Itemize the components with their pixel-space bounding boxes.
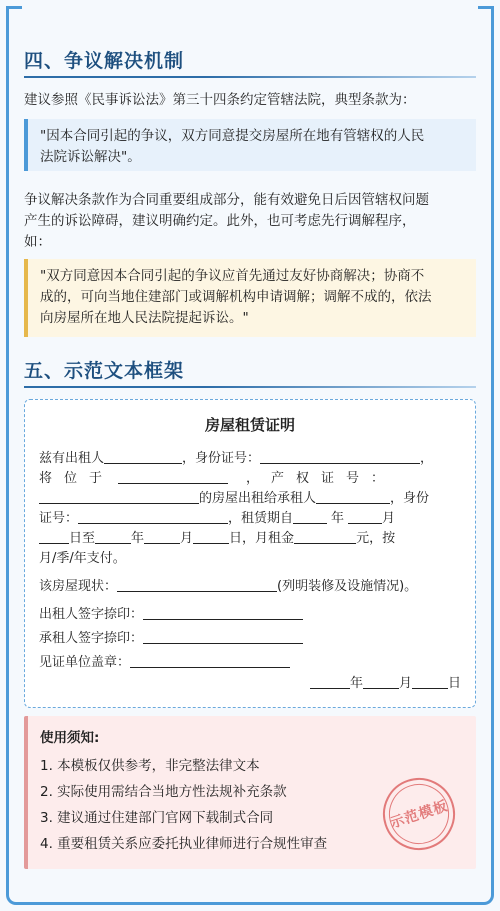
body-line-3: 如：	[24, 234, 51, 250]
monthly-rent-label: 日，月租金	[229, 531, 295, 546]
located-label: 将位于	[39, 471, 115, 486]
start-day-blank[interactable]	[39, 530, 69, 544]
section-4-body	[24, 190, 476, 253]
lessee-signature-line	[39, 630, 303, 648]
section-4-title-text: 四、争议解决机制	[24, 50, 185, 72]
property-status-note: (列明装修及设施情况)。	[277, 579, 418, 594]
notice-item: 3. 建议通过住建部门官网下载制式合同	[40, 810, 274, 826]
month-label: 月	[382, 511, 396, 526]
date-month-blank[interactable]	[363, 675, 399, 689]
quote-2-line-1: "双方同意因本合同引起的争议应首先通过友好协商解决；协商不	[40, 268, 425, 284]
id-number-label: ，身份证号：	[182, 451, 261, 466]
quote-2-line-2: 成的，可向当地住建部门或调解机构申请调解；调解不成的，依法	[40, 289, 432, 305]
property-status-label: 该房屋现状：	[39, 579, 118, 594]
certificate-date-line	[310, 675, 461, 693]
rental-certificate-template	[24, 399, 476, 708]
id-label: 证号：	[39, 511, 79, 526]
yuan-pay-label: 元，按	[356, 531, 396, 546]
lessee-signature-blank[interactable]	[143, 630, 303, 644]
form-line-4	[39, 510, 395, 528]
lessor-id-blank[interactable]	[260, 450, 420, 464]
lessee-id-blank[interactable]	[78, 510, 228, 524]
lessee-id-label: ，身份	[390, 491, 430, 506]
section-4-intro: 建议参照《民事诉讼法》第三十四条约定管辖法院，典型条款为：	[24, 92, 416, 108]
form-line-6: 月/季/年支付。	[39, 551, 126, 566]
stamp-text: 示范模板	[388, 798, 451, 832]
section-4-title	[24, 46, 476, 73]
usage-notice-title: 使用须知:	[40, 730, 100, 746]
term-from-label: ，租赁期自	[228, 511, 294, 526]
section-4-underline	[24, 76, 476, 78]
usage-notice	[24, 716, 476, 869]
clause-quote-mediation	[24, 259, 476, 337]
end-month-blank[interactable]	[144, 530, 180, 544]
quote-1-line-1: "因本合同引起的争议，双方同意提交房屋所在地有管辖权的人民	[40, 128, 425, 144]
property-status-blank[interactable]	[117, 578, 277, 592]
lessor-signature-blank[interactable]	[143, 606, 303, 620]
lessee-signature-label: 承租人签字捺印：	[39, 631, 144, 646]
day-to-label: 日至	[69, 531, 96, 546]
end-year-label: 年	[131, 531, 145, 546]
lessor-name-blank[interactable]	[104, 450, 182, 464]
end-year-blank[interactable]	[95, 530, 131, 544]
form-line-5	[39, 530, 395, 548]
section-5-title-text: 五、示范文本框架	[24, 360, 185, 382]
notice-item: 1. 本模板仅供参考，非完整法律文本	[40, 758, 260, 774]
clause-quote-jurisdiction	[24, 119, 476, 171]
quote-2-line-3: 向房屋所在地人民法院提起诉讼。"	[40, 310, 249, 326]
year-label: 年	[331, 511, 345, 526]
date-day-label: 日	[447, 676, 461, 691]
lessor-label: 兹有出租人	[39, 451, 105, 466]
quote-1-line-2: 法院诉讼解决"。	[40, 149, 141, 165]
property-status-line	[39, 578, 417, 596]
date-year-label: 年	[349, 676, 363, 691]
start-year-blank[interactable]	[293, 510, 327, 524]
end-day-blank[interactable]	[193, 530, 229, 544]
notice-item: 2. 实际使用需结合当地方性法规补充条款	[40, 784, 287, 800]
date-day-blank[interactable]	[412, 675, 448, 689]
rent-amount-blank[interactable]	[294, 530, 356, 544]
form-title: 房屋租赁证明	[204, 416, 295, 434]
form-line-3	[39, 490, 429, 508]
deed-number-label: ，产权证号：	[246, 471, 397, 486]
lessee-name-blank[interactable]	[316, 490, 390, 504]
body-line-2: 产生的诉讼障碍，建议明确约定。此外，也可考虑先行调解程序，	[24, 213, 416, 229]
property-address-blank[interactable]	[118, 470, 228, 484]
deed-number-blank[interactable]	[39, 490, 199, 504]
date-month-label: 月	[398, 676, 412, 691]
witness-seal-label: 见证单位盖章：	[39, 655, 131, 670]
lessor-signature-line	[39, 606, 303, 624]
date-year-blank[interactable]	[310, 675, 350, 689]
section-5-underline	[24, 386, 476, 388]
witness-seal-line	[39, 654, 290, 672]
form-line-1	[39, 450, 433, 468]
witness-seal-blank[interactable]	[130, 654, 290, 668]
rent-to-lessee-label: 的房屋出租给承租人	[199, 491, 317, 506]
sample-template-stamp	[374, 769, 465, 860]
notice-item: 4. 重要租赁关系应委托执业律师进行合规性审查	[40, 836, 328, 852]
form-line-2	[39, 470, 461, 488]
end-month-label: 月	[180, 531, 194, 546]
start-month-blank[interactable]	[348, 510, 382, 524]
comma: ，	[420, 451, 434, 466]
body-line-1: 争议解决条款作为合同重要组成部分，能有效避免日后因管辖权问题	[24, 192, 429, 208]
lessor-signature-label: 出租人签字捺印：	[39, 607, 144, 622]
section-5-title	[24, 356, 476, 383]
